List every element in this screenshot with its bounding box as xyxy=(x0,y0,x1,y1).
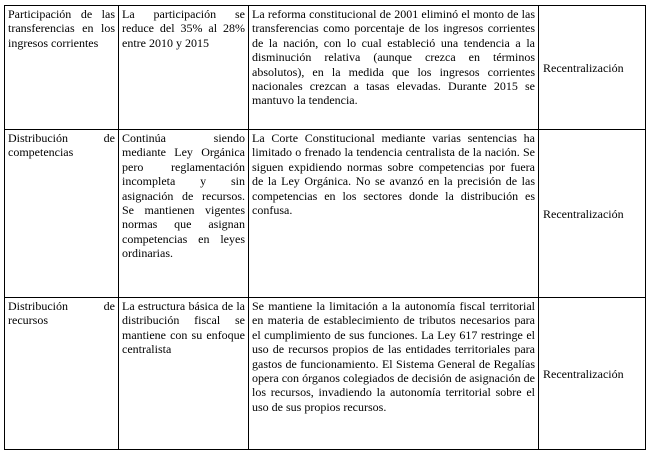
table-row xyxy=(5,298,646,450)
trend-cell: La participación se reduce del 35% al 28% entre 2010 y 2015 xyxy=(119,6,249,130)
result-cell: Recentralización xyxy=(539,130,646,298)
decentralization-table xyxy=(4,5,646,450)
trend-cell: Continúa siendo mediante Ley Orgánica pero reglamentación incompleta y sin asignación de recursos. Se mantienen vigentes normas que asignan competencias en leyes ordinarias. xyxy=(119,130,249,298)
aspect-cell: Participación de las transferencias en los ingresos corrientes xyxy=(5,6,119,130)
aspect-cell: Distribución de recursos xyxy=(5,298,119,450)
table-row xyxy=(5,130,646,298)
result-cell: Recentralización xyxy=(539,298,646,450)
description-cell: La Corte Constitucional mediante varias sentencias ha limitado o frenado la tendencia centralista de la nación. Se siguen expidiendo normas sobre competencias por fuera de la Ley Orgánica. No se avanzó en la precisión de las competencias en los sectores donde la distribución es confusa. xyxy=(249,130,539,298)
trend-cell: La estructura básica de la distribución fiscal se mantiene con su enfoque centralista xyxy=(119,298,249,450)
description-cell: La reforma constitucional de 2001 eliminó el monto de las transferencias como porcentaje de los ingresos corrientes de la nación, con lo cual estableció una tendencia a la disminución relativa (aunque crezca en términos absolutos), en la medida que los ingresos corrientes nacionales crezcan a tasas elevadas. Durante 2015 se mantuvo la tendencia. xyxy=(249,6,539,130)
table-row xyxy=(5,6,646,130)
description-cell: Se mantiene la limitación a la autonomía fiscal territorial en materia de establecimiento de tributos necesarios para el cumplimiento de sus funciones. La Ley 617 restringe el uso de recursos propios de las entidades territoriales para gastos de funcionamiento. El Sistema General de Regalías opera con órganos colegiados de decisión de asignación de los recursos, invadiendo la autonomía territorial sobre el uso de sus propios recursos. xyxy=(249,298,539,450)
result-cell: Recentralización xyxy=(539,6,646,130)
aspect-cell: Distribución de competencias xyxy=(5,130,119,298)
